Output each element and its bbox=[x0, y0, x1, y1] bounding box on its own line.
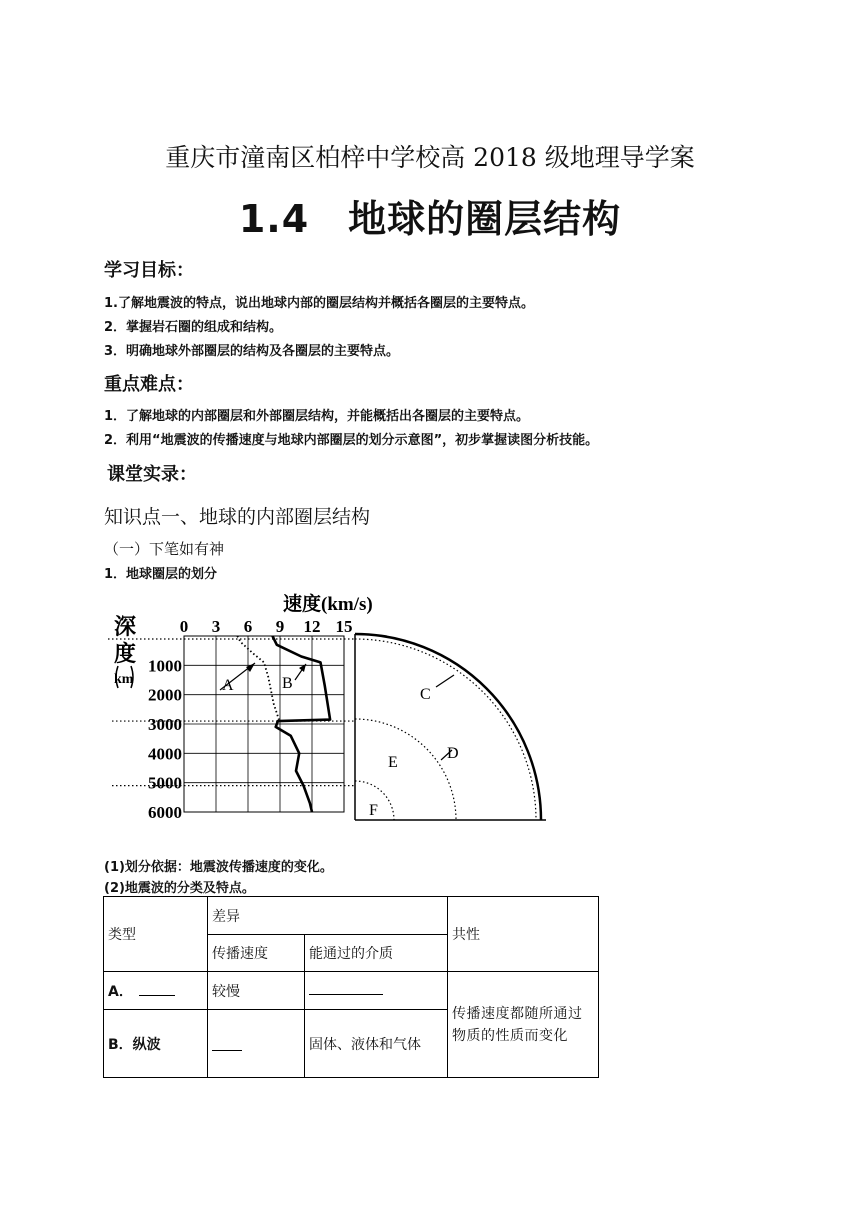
knowledge-point-heading: 知识点一、地球的内部圈层结构 bbox=[104, 506, 371, 528]
school-header-line: 重庆市潼南区柏梓中学校高 2018 级地理导学案 bbox=[165, 143, 695, 172]
x-tick-label: 6 bbox=[243, 617, 253, 636]
objectives-heading: 学习目标： bbox=[104, 260, 194, 281]
diff-header-cell bbox=[208, 897, 448, 935]
subsection-heading: （一）下笔如有神 bbox=[104, 540, 225, 558]
medium-header-cell bbox=[305, 935, 448, 972]
item-heading: 1．地球圈层的划分 bbox=[104, 567, 218, 582]
row-a-type-cell bbox=[104, 972, 208, 1010]
pointer-c bbox=[436, 675, 454, 687]
wave-line-a bbox=[237, 636, 279, 720]
common-header: 共性 bbox=[452, 927, 480, 943]
y-tick-label: 5000 bbox=[148, 773, 182, 793]
objective-item: 3．明确地球外部圈层的结构及各圈层的主要特点。 bbox=[104, 344, 400, 359]
row-b-type: B．纵波 bbox=[108, 1036, 161, 1053]
row-a-medium-cell bbox=[305, 972, 448, 1010]
speed-header-cell bbox=[208, 935, 305, 972]
answer-blank[interactable] bbox=[309, 994, 383, 995]
row-b-speed-cell bbox=[208, 1010, 305, 1078]
y-tick-label: 4000 bbox=[148, 744, 182, 764]
earth-cross-section bbox=[355, 634, 546, 820]
key-point-item: 2．利用“地震波的传播速度与地球内部圈层的划分示意图”，初步掌握读图分析技能。 bbox=[104, 433, 599, 448]
speed-axis-label: 速度(km/s) bbox=[283, 594, 373, 615]
y-tick-label: 6000 bbox=[148, 803, 182, 822]
row-b-type-cell bbox=[104, 1010, 208, 1078]
key-points-heading: 重点难点： bbox=[104, 374, 194, 395]
division-basis-text: (1)划分依据：地震波传播速度的变化。 bbox=[104, 860, 333, 875]
x-tick-label: 9 bbox=[275, 617, 285, 636]
common-header-cell bbox=[448, 897, 599, 972]
pointer-a-head bbox=[246, 663, 255, 672]
x-tick-label: 3 bbox=[211, 617, 221, 636]
diff-header: 差异 bbox=[212, 908, 240, 925]
classroom-heading: 课堂实录： bbox=[107, 464, 197, 485]
earth-surface-arc bbox=[355, 634, 541, 820]
seismic-wave-figure bbox=[100, 588, 560, 828]
type-header: 类型 bbox=[108, 927, 136, 943]
y-tick-label: 1000 bbox=[148, 656, 182, 676]
common-text: 传播速度都随所通过物质的性质而变化 bbox=[452, 1005, 583, 1044]
depth-label-char: 度 bbox=[114, 641, 137, 666]
speed-header: 传播速度 bbox=[212, 946, 268, 962]
y-tick-label: 3000 bbox=[148, 715, 182, 734]
wave-comparison-table bbox=[103, 896, 599, 1078]
row-a-speed: 较慢 bbox=[212, 983, 240, 1000]
medium-header: 能通过的介质 bbox=[309, 946, 393, 962]
objective-item: 2．掌握岩石圈的组成和结构。 bbox=[104, 320, 283, 335]
row-b-medium-cell bbox=[305, 1010, 448, 1078]
layer-label-c: C bbox=[420, 686, 431, 703]
layer-label-e: E bbox=[388, 754, 398, 771]
wave-label-a: A bbox=[222, 677, 234, 694]
layer-label-d: D bbox=[447, 745, 459, 762]
moho-arc bbox=[355, 639, 536, 820]
common-cell bbox=[448, 972, 599, 1078]
x-tick-label: 12 bbox=[303, 617, 321, 636]
x-tick-label: 15 bbox=[335, 617, 353, 636]
key-point-item: 1．了解地球的内部圈层和外部圈层结构，并能概括出各圈层的主要特点。 bbox=[104, 409, 530, 424]
row-a-type: A． bbox=[108, 983, 133, 1000]
row-a-speed-cell bbox=[208, 972, 305, 1010]
x-tick-labels bbox=[180, 617, 353, 636]
wave-label-b: B bbox=[282, 675, 293, 692]
wave-classification-text: (2)地震波的分类及特点。 bbox=[104, 881, 255, 896]
y-tick-labels bbox=[148, 656, 182, 822]
x-tick-label: 0 bbox=[179, 617, 189, 636]
lesson-title: 1.4 地球的圈层结构 bbox=[238, 197, 622, 241]
answer-blank[interactable] bbox=[212, 1050, 242, 1051]
answer-blank[interactable] bbox=[139, 995, 175, 996]
depth-unit-label: km bbox=[114, 672, 134, 687]
row-b-medium: 固体、液体和气体 bbox=[309, 1036, 421, 1053]
objective-item: 1.了解地震波的特点，说出地球内部的圈层结构并概括各圈层的主要特点。 bbox=[104, 296, 534, 311]
y-tick-label: 2000 bbox=[148, 685, 182, 705]
type-header-cell bbox=[104, 897, 208, 972]
depth-label-char: 深 bbox=[114, 614, 137, 639]
layer-label-f: F bbox=[369, 802, 378, 819]
